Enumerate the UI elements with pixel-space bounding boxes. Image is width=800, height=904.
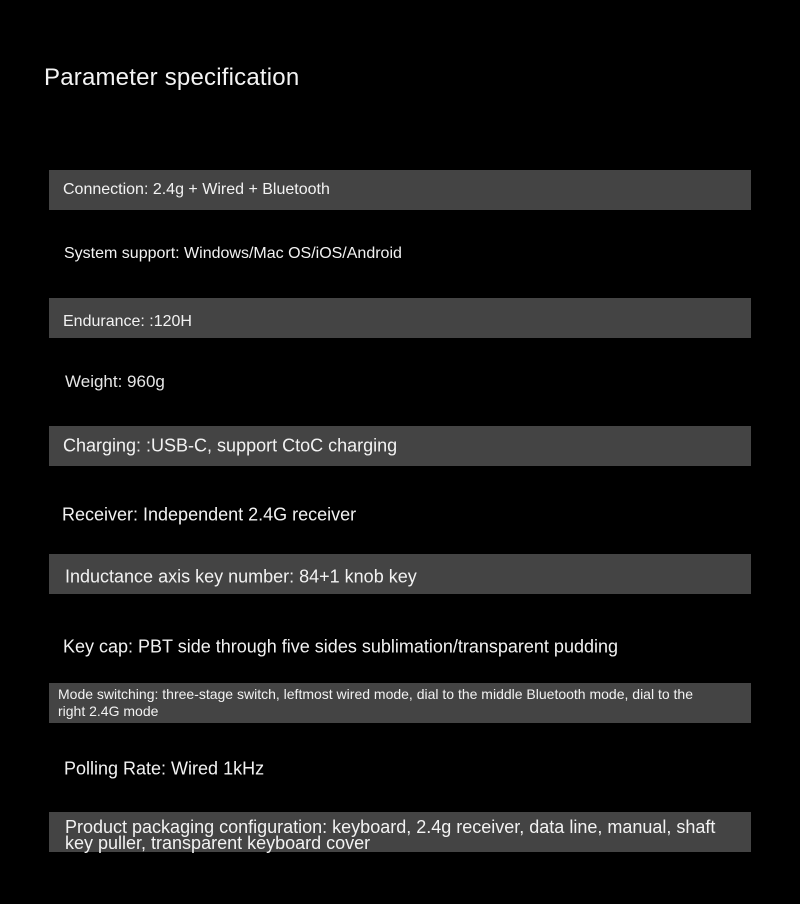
spec-text: Endurance: :120H <box>63 313 192 330</box>
spec-text: Polling Rate: Wired 1kHz <box>64 758 265 779</box>
spec-text: Key cap: PBT side through five sides sublimation/transparent pudding <box>63 636 618 657</box>
page-title: Parameter specification <box>44 64 300 91</box>
spec-text: Charging: :USB-C, support CtoC charging <box>63 435 398 456</box>
spec-text: System support: Windows/Mac OS/iOS/Android <box>64 245 402 262</box>
spec-text: Receiver: Independent 2.4G receiver <box>62 504 357 525</box>
spec-row-endurance <box>49 298 751 338</box>
spec-row-key-cap <box>49 627 751 667</box>
spec-row-polling-rate <box>49 749 751 789</box>
spec-text: Connection: 2.4g + Wired + Bluetooth <box>63 181 330 198</box>
spec-text: Weight: 960g <box>65 372 165 391</box>
spec-row-packaging <box>49 812 751 852</box>
spec-row-mode-switching <box>49 683 751 723</box>
spec-row-system-support <box>49 234 751 274</box>
spec-text: Inductance axis key number: 84+1 knob key <box>65 566 417 587</box>
spec-text: Mode switching: three-stage switch, leftmost wired mode, dial to the middle Bluetooth mode, dial to the right 2.4G mode <box>58 686 693 719</box>
spec-row-weight <box>49 362 751 402</box>
spec-row-receiver <box>49 495 751 535</box>
spec-row-connection <box>49 170 751 210</box>
spec-row-charging <box>49 426 751 466</box>
spec-text: Product packaging configuration: keyboard, 2.4g receiver, data line, manual, shaft key puller, transparent keyboard cover <box>65 817 716 853</box>
spec-row-inductance-axis <box>49 554 751 594</box>
